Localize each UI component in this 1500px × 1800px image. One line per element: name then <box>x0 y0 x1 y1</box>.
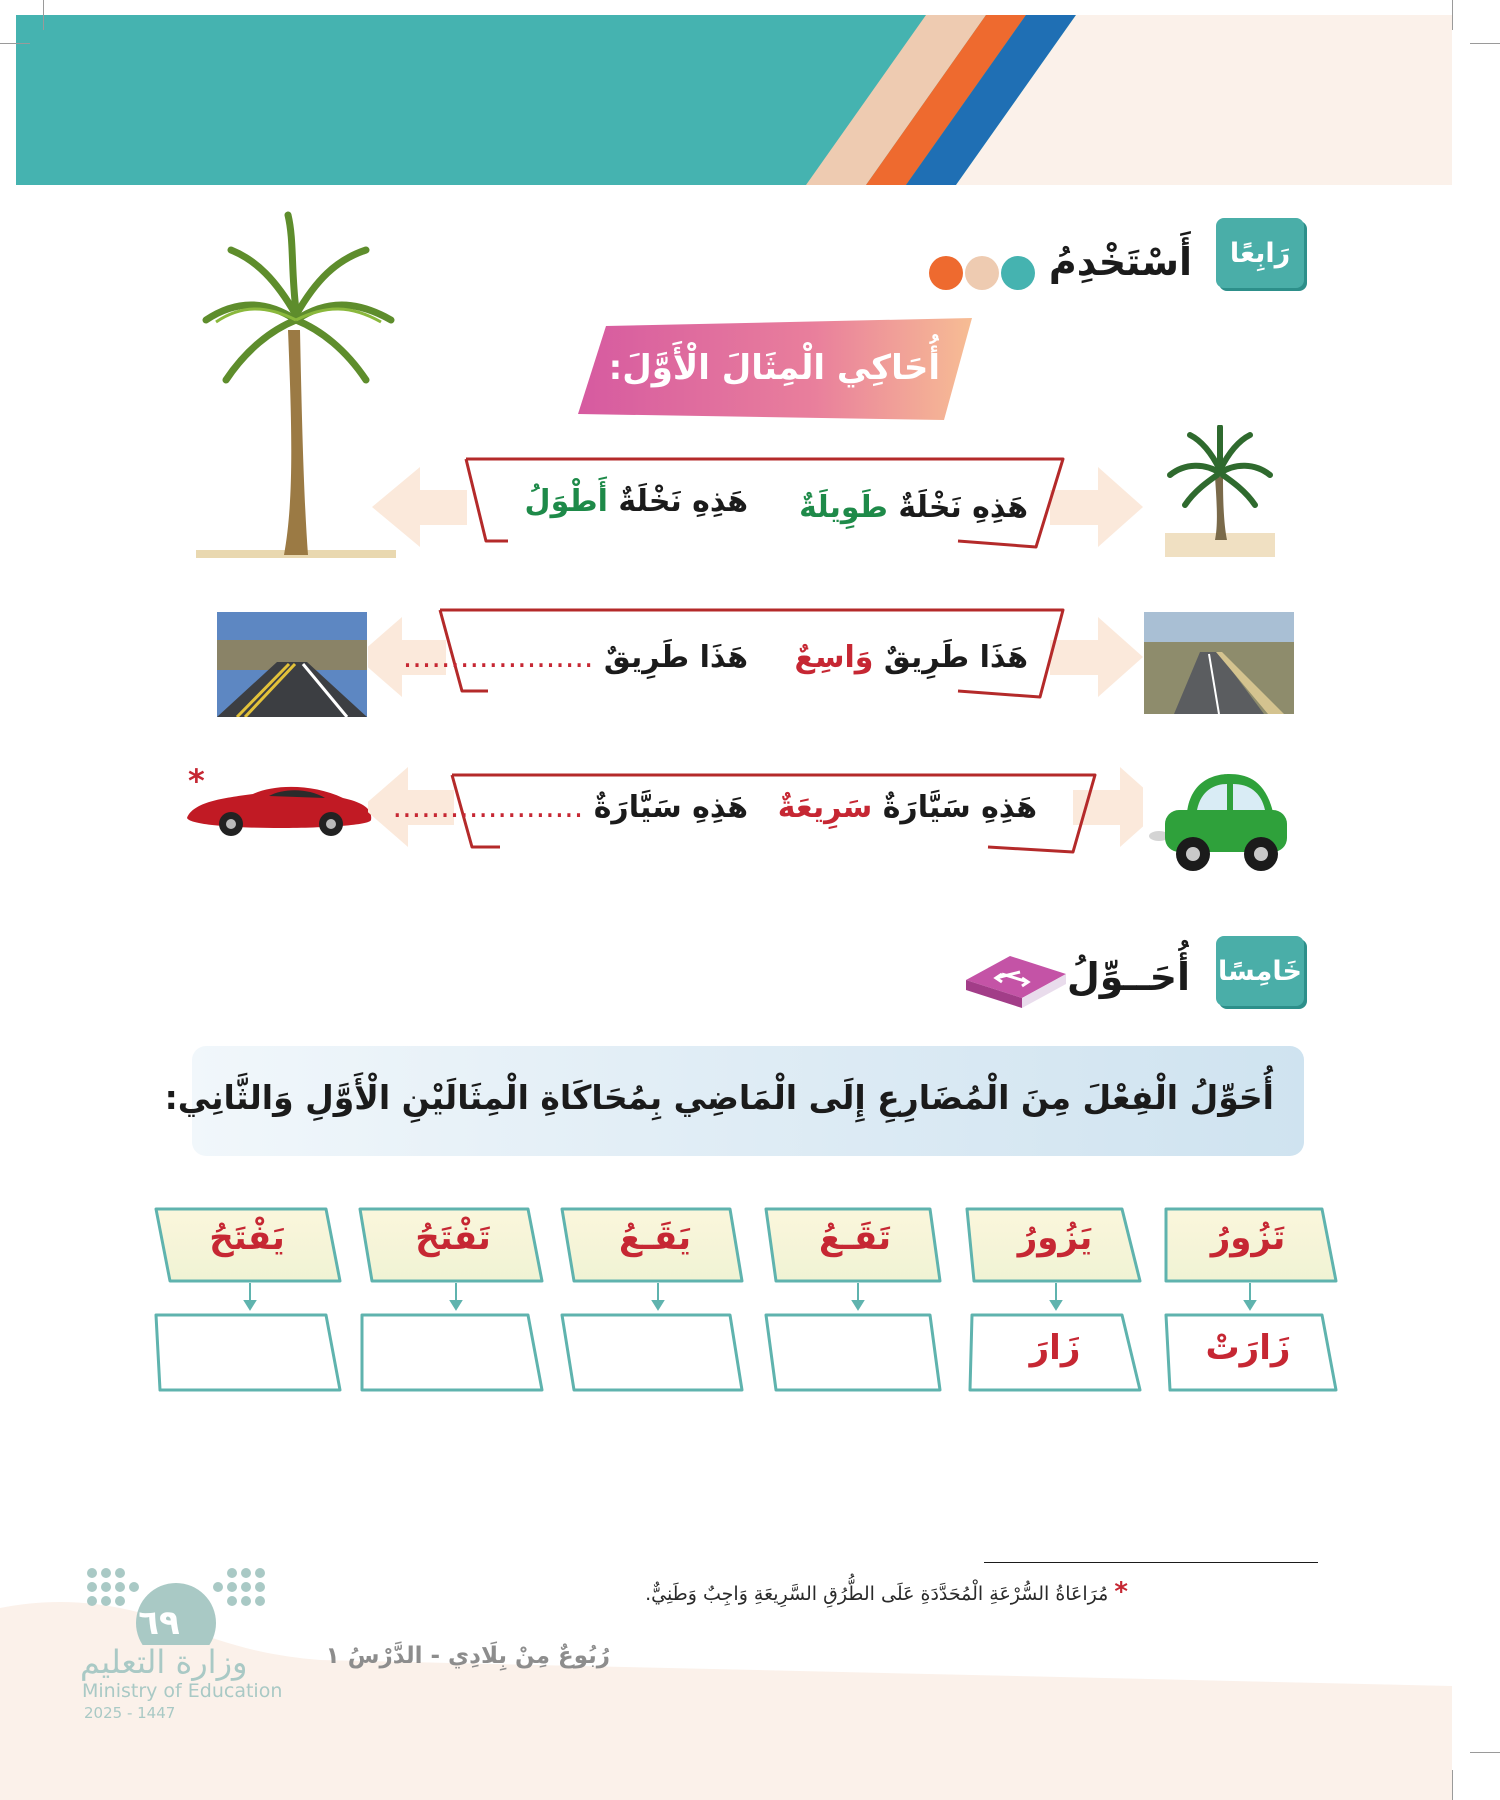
verb-present-2: يَزُورُ <box>1017 1218 1093 1258</box>
row3-blank[interactable]: .................... <box>392 790 584 825</box>
row1-left-sentence: هَذِهِ نَخْلَةٌ طَوِيلَةٌ <box>799 490 1028 525</box>
ministry-name-arabic: وزارة التعليم <box>80 1643 248 1681</box>
section4-title: أَسْتَخْدِمُ <box>1048 240 1192 284</box>
row1-adjective: طَوِيلَةٌ <box>799 490 888 525</box>
dot-teal <box>1001 256 1035 290</box>
ministry-year: 2025 - 1447 <box>84 1704 176 1722</box>
header-stripes <box>16 15 1452 185</box>
section4-badge: رَابِعًا <box>1216 218 1304 288</box>
verb-present-4: يَقَـعُ <box>618 1218 692 1258</box>
footer-lesson-title: رُبُوعٌ مِنْ بِلَادِي - الدَّرْسُ ١ <box>325 1643 610 1669</box>
section5-badge: خَامِسًا <box>1216 936 1304 1006</box>
row1-comparative: أَطْوَلُ <box>524 484 608 519</box>
verb-present-6: يَفْتَحُ <box>209 1218 285 1258</box>
row3-right-sentence: هَذِهِ سَيَّارَةٌ .................... <box>392 790 748 825</box>
verb-present-1: تَزُورُ <box>1210 1218 1286 1258</box>
crop-mark <box>43 0 44 30</box>
red-sports-car-image <box>183 780 375 838</box>
instruction-text: أُحَوِّلُ الْفِعْلَ مِنَ الْمُضَارِعِ إِلَى الْمَاضِي بِمُحَاكَاةِ الْمِثَالَيْنِ الْأَوَّلِ وَالثَّانِي: <box>164 1078 1274 1117</box>
past-box <box>362 1315 542 1390</box>
row2-right-sentence: هَذَا طَرِيقٌ .................... <box>402 640 748 675</box>
past-box <box>562 1315 742 1390</box>
row2-adjective: وَاسِعٌ <box>794 640 874 675</box>
verb-past-1: زَارَتْ <box>1205 1328 1291 1368</box>
green-car-image <box>1145 766 1293 876</box>
row3-adjective: سَرِيعَةٌ <box>777 790 873 825</box>
crop-mark <box>0 43 30 44</box>
ministry-name-english: Ministry of Education <box>82 1680 283 1702</box>
crop-mark <box>1452 0 1453 30</box>
dot-peach <box>965 256 999 290</box>
imitation-banner-text: أُحَاكِي الْمِثَالَ الْأَوَّلَ: <box>608 348 940 388</box>
wide-road-image <box>1144 612 1294 714</box>
past-box <box>156 1315 340 1390</box>
row2-blank[interactable]: .................... <box>402 640 594 675</box>
row3-left-sentence: هَذِهِ سَيَّارَةٌ سَرِيعَةٌ <box>777 790 1037 825</box>
car-star-marker: * <box>188 762 205 800</box>
row2-left-sentence: هَذَا طَرِيقٌ وَاسِعٌ <box>794 640 1028 675</box>
crop-mark <box>1470 43 1500 44</box>
dot-orange <box>929 256 963 290</box>
footnote-star: * <box>1114 1577 1128 1607</box>
verb-present-3: تَقَـعُ <box>818 1218 892 1258</box>
page-number: ٦٩ <box>138 1603 180 1643</box>
verb-past-2: زَارَ <box>1029 1328 1081 1368</box>
section5-title: أُحَــوِّلُ <box>1066 955 1190 999</box>
row1-right-sentence: هَذِهِ نَخْلَةٌ أَطْوَلُ <box>524 484 748 519</box>
short-palm-image <box>1165 425 1275 560</box>
past-box <box>766 1315 940 1390</box>
verb-present-5: تَفْتَحُ <box>415 1218 491 1258</box>
footnote-text: مُرَاعَاةُ السُّرْعَةِ الْمُحَدَّدَةِ عَلَى الطُّرُقِ السَّرِيعَةِ وَاجِبٌ وَطَنِيٌّ. <box>645 1583 1109 1605</box>
verb-boxes <box>150 1205 1340 1395</box>
book-icon <box>962 952 1068 1010</box>
highway-image <box>217 612 367 717</box>
footnote-rule <box>984 1562 1318 1563</box>
